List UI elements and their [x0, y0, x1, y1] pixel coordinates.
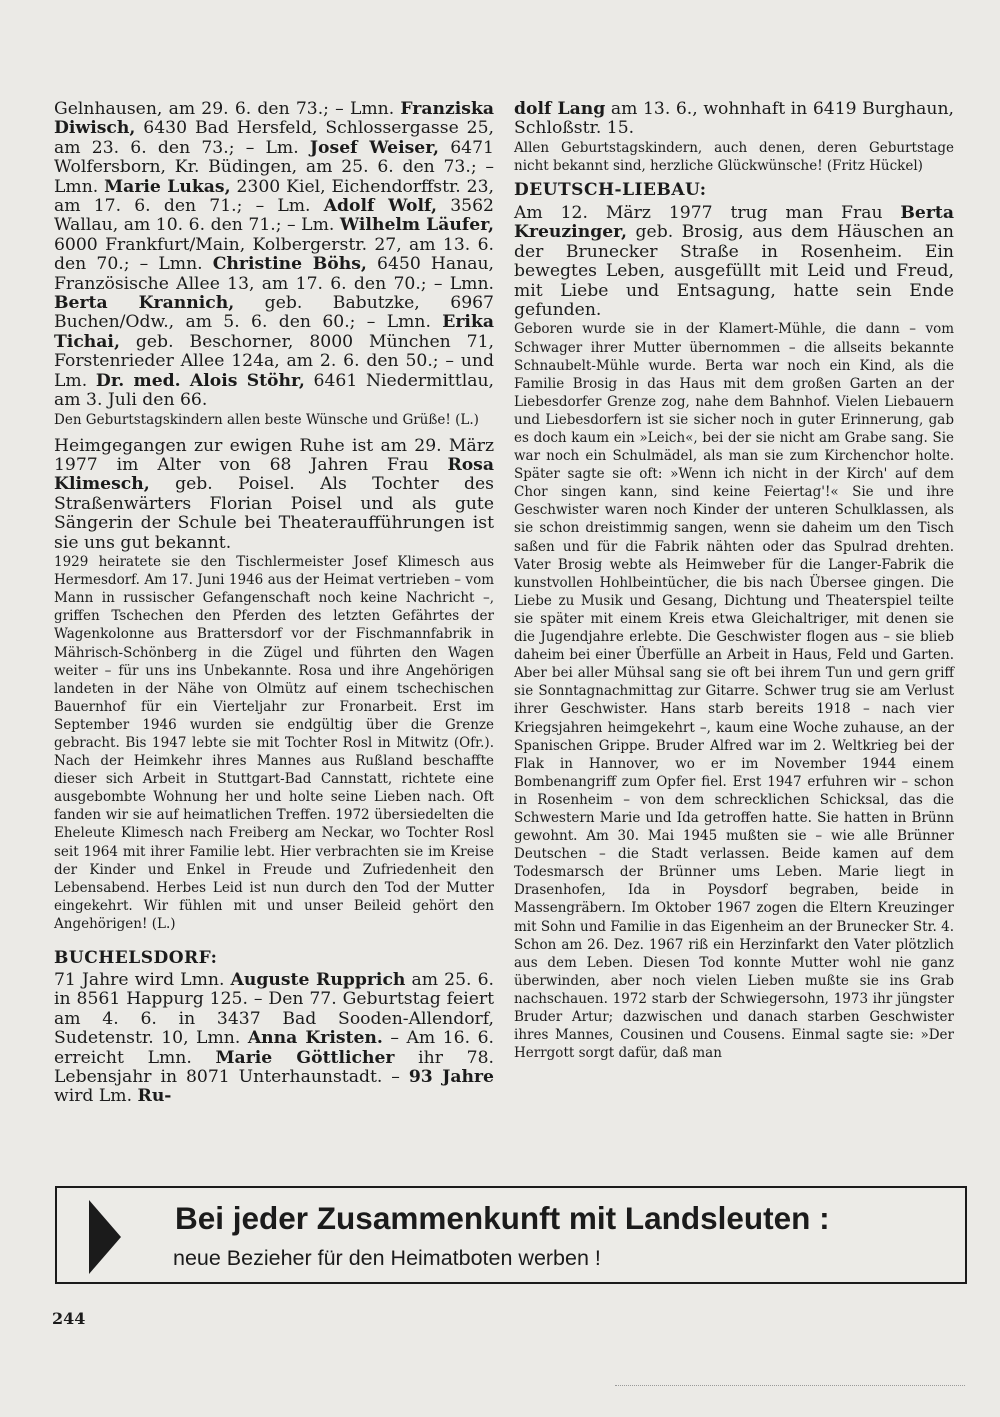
obituary-body: 1929 heiratete sie den Tischlermeister Josef Klimesch aus Hermesdorf. Am 17. Juni 1946 aus der Heimat vertrieben – vom Mann in russischer Gefangenschaft noch keine Nachricht –, griffen Tschechen den Pferden des letzten Gefährtes der Wagenkolonne aus Brattersdorf vor der Fischmannfabrik in Mährisch-Schönberg in die Zügel und führten den Wagen weiter – für uns ins Unbekannte. Rosa und ihre Angehörigen landeten in der Nähe von Olmütz auf einem tschechischen Bauernhof für ein Vierteljahr zur Fronarbeit. Erst im September 1946 wurden sie endgültig über die Grenze gebracht. Bis 1947 lebte sie mit Tochter Rosl in Mitwitz (Ofr.). Nach der Heimkehr ihres Mannes aus Rußland beschaffte dieser sich Arbeit in Stuttgart-Bad Cannstatt, richtete eine ausgebombte Wohnung her und holte seine Lieben nach. Oft fanden wir sie auf heimatlichen Treffen. 1972 übersiedelten die Eheleute Klimesch nach Freiberg am Neckar, wo Tochter Rosl seit 1964 mit ihrer Familie lebt. Hier verbrachten sie im Kreise der Kinder und Enkel in Freude und Zufriedenheit den Lebensabend. Herbes Leid ist nun durch den Tod der Mutter eingekehrt. Wir fühlen mit und unser Beileid gehört den Angehörigen! (L.)	[54, 554, 494, 932]
bold-name: Franziska Diwisch,	[54, 99, 494, 139]
bold-name: Wilhelm Läufer,	[339, 215, 494, 236]
bold-name: Auguste Rupprich	[230, 970, 406, 990]
bold-name: 93 Jahre	[408, 1067, 494, 1088]
bold-name: Adolf Wolf,	[323, 196, 438, 217]
bold-name: Marie Lukas,	[104, 176, 231, 197]
bold-name: Erika Tichai,	[54, 312, 494, 352]
birthday-greeting-right: Allen Geburtstagskindern, auch denen, deren Geburtstage nicht bekannt sind, herzliche Glückwünsche! (Fritz Hückel)	[514, 139, 954, 174]
birthday-list-paragraph: Gelnhausen, am 29. 6. den 73.; – Lmn. Franziska Diwisch, 6430 Bad Hersfeld, Schlossergasse 25, am 23. 6. den 73.; – Lm. Josef Weiser, 6471 Wolfersborn, Kr. Büdingen, am 25. 6. den 73.; – Lmn. Marie Lukas, 2300 Kiel, Eichendorffstr. 23, am 17. 6. den 71.; – Lm. Adolf Wolf, 3562 Wallau, am 10. 6. den 71.; – Lm. Wilhelm Läufer, 6000 Frankfurt/Main, Kolbergerstr. 27, am 13. 6. den 70.; – Lmn. Christine Böhs, 6450 Hanau, Französische Allee 13, am 17. 6. den 70.; – Lmn. Berta Krannich, geb. Babutzke, 6967 Buchen/Odw., am 5. 6. den 60.; – Lmn. Erika Tichai, geb. Beschorner, 8000 München 71, Forstenrieder Allee 124a, am 2. 6. den 50.; – und Lm. Dr. med. Alois Stöhr, 6461 Niedermittlau, am 3. Juli den 66.	[54, 99, 495, 411]
advertisement-box	[55, 1186, 967, 1284]
birthday-greeting: Den Geburtstagskindern allen beste Wünsche und Grüße! (L.)	[54, 411, 479, 428]
obituary-body-kreuzinger: Geboren wurde sie in der Klamert-Mühle, die dann – vom Schwager ihrer Mutter übernommen – die allseits bekannte Schnaubelt-Mühle wurde. Berta war noch ein Kind, als die Familie Brosig in das Haus mit dem großen Garten an der Liebesdorfer Grenze zog, nahe dem Bahnhof. Vielen Liebauern und Liebesdorfern ist sie sicher noch in guter Erinnerung, gab es doch kaum ein »Leich«, bei der sie nicht am Grabe sang. Sie war noch ein Schulmädel, als man sie zum Kirchenchor holte. Später sagte sie oft: »Wenn ich nicht in der Kirch' auf dem Chor singen kann, sind keine Feiertag'!« Sie und ihre Geschwister waren noch Kinder der unteren Schulklassen, als sie schon dreistimmig sangen, wenn sie daheim um den Tisch saßen und für die Fabrik nähten oder das Spulrad drehten. Vater Brosig webte als Heimweber für die Langer-Fabrik die kunstvollen Hohlbeintücher, die bis nach Übersee gingen. Die Liebe zu Musik und Gesang, Dichtung und Theaterspiel teilte sie später mit einem Kreis etwa Gleichaltriger, mit denen sie die Jugendjahre erlebte. Die Geschwister flogen aus – sie blieb daheim bei einer Überfülle an Arbeit in Haus, Feld und Garten. Aber bei aller Mühsal sang sie oft bei ihrem Tun und gern griff sie Sonntagnachmittag zur Gitarre. Schwer trug sie am Verlust ihrer Geschwister. Hans starb bereits 1918 – nach vier Kriegsjahren heimgekehrt –, kaum eine Woche zuhause, an der Spanischen Grippe. Bruder Alfred war im 2. Weltkrieg bei der Flak in Hannover, wo er im November 1944 einem Bombenangriff zum Opfer fiel. Erst 1947 erfuhren wir – schon in Rosenheim – von dem schrecklichen Schicksal, das die Schwestern Marie und Ida getroffen hatte. Sie hatten in Brünn gewohnt. Am 30. Mai 1945 mußten sie – wie alle Brünner Deutschen – die Stadt verlassen. Beide kamen auf dem Todesmarsch der Brünner ums Leben. Marie liegt in Drasenhofen, Ida in Poysdorf begraben, beide in Massengräbern. Im Oktober 1967 zogen die Eltern Kreuzinger mit Sohn und Familie in das Eigenheim an der Brunecker Str. 4. Schon am 26. Dez. 1967 riß ein Herzinfarkt den Vater plötzlich aus dem Leben. Diesen Tod konnte Mutter wohl nie ganz überwinden, aber noch vielen Lieben mußte sie ins Grab nachschauen. 1972 starb der Schwiegersohn, 1973 ihr jüngster Bruder Artur; dazwischen und danach starben Geschwister ihres Mannes, Cousinen und Cousens. Einmal sagte sie: »Der Herrgott sorgt dafür, daß man	[514, 321, 954, 1062]
bold-name: Marie Göttlicher	[215, 1047, 395, 1068]
bold-name: Berta Kreuzinger,	[514, 203, 954, 243]
bold-name: Ru-	[137, 1086, 172, 1107]
bold-name: Josef Weiser,	[309, 137, 440, 158]
section-heading-deutsch-liebau: DEUTSCH-LIEBAU:	[514, 180, 707, 200]
triangle-arrow-right-icon	[87, 1198, 123, 1276]
left-column	[54, 100, 494, 1107]
bold-name: Anna Kristen.	[247, 1028, 383, 1049]
buchelsdorf-birthdays: 71 Jahre wird Lmn. Auguste Rupprich am 25. 6. in 8561 Happurg 125. – Den 77. Geburtstag feiert am 4. 6. in 3437 Bad Sooden-Allendorf, Sudetenstr. 10, Lmn. Anna Kristen. – Am 16. 6. erreicht Lmn. Marie Göttlicher ihr 78. Lebensjahr in 8071 Unterhaunstadt. – 93 Jahre wird Lm. Ru-	[54, 970, 494, 1107]
bold-name: Dr. med. Alois Stöhr,	[95, 370, 305, 391]
bold-name: dolf Lang	[514, 99, 606, 119]
section-heading-buchelsdorf: BUCHELSDORF:	[54, 948, 218, 968]
bold-name: Rosa Klimesch,	[54, 455, 494, 495]
birthday-continuation: dolf Lang am 13. 6., wohnhaft in 6419 Burghaun, Schloßstr. 15.	[514, 99, 954, 139]
right-column	[514, 100, 954, 1062]
obituary-intro-kreuzinger: Am 12. März 1977 trug man Frau Berta Kreuzinger, geb. Brosig, aus dem Häuschen an der Brunecker Straße in Rosenheim. Ein bewegtes Leben, ausgefüllt mit Leid und Freud, mit Liebe und Entsagung, hatte sein Ende gefunden.	[514, 203, 954, 321]
bold-name: Christine Böhs,	[212, 254, 367, 275]
advertisement-subline: neue Bezieher für den Heimatboten werben !	[173, 1246, 601, 1270]
advertisement-headline: Bei jeder Zusammenkunft mit Landsleuten :	[175, 1200, 830, 1236]
scan-artifact-line	[615, 1385, 965, 1390]
page-number: 244	[52, 1309, 86, 1328]
bold-name: Berta Krannich,	[54, 293, 235, 314]
obituary-intro: Heimgegangen zur ewigen Ruhe ist am 29. März 1977 im Alter von 68 Jahren Frau Rosa Klimesch, geb. Poisel. Als Tochter des Straßenwärters Florian Poisel und als gute Sängerin der Schule bei Theateraufführungen ist sie uns gut bekannt.	[54, 435, 494, 553]
